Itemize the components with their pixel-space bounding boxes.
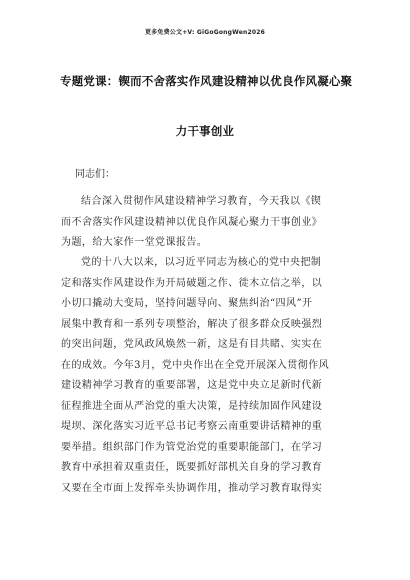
paragraph-line: 而不舍落实作风建设精神以优良作风凝心聚力干事创业》 [61,216,323,228]
paragraph-line: 为题，给大家作一堂党课报告。 [61,237,208,248]
paragraph-2 [61,253,355,499]
paragraph-line: 党的十八大以来，以习近平同志为核心的党中央把制 [81,257,322,268]
greeting: 同志们： [75,169,115,180]
document-title-line2: 力干事创业 [175,124,235,138]
paragraph-line: 结合深入贯彻作风建设精神学习教育，今天我以《锲 [81,196,322,207]
paragraph-line: 小切口撬动大变局，坚持问题导向、聚焦纠治“四风”开 [61,298,313,309]
paragraph-line: 在的成效。今年3月，党中央作出在全党开展深入贯彻作风 [61,359,330,371]
paragraph-line: 的突出问题，党风政风焕然一新，这是有目共睹、实实在 [61,339,323,350]
paragraph-line: 征程推进全面从严治党的重大决策，是持续加固作风建设 [61,400,323,412]
paragraph-line: 建设精神学习教育的重要部署，这是党中央立足新时代新 [61,380,323,391]
paragraph-line: 教育中承担着双重责任，既要抓好部机关自身的学习教育 [61,462,323,473]
paragraph-line: 要举措。组织部门作为管党治党的重要职能部门，在学习 [61,441,323,453]
paragraph-line: 定和落实作风建设作为开局破题之作、徙木立信之举，以 [61,277,323,289]
document-title-line1: 专题党课：锲而不舍落实作风建设精神以优良作风凝心聚 [60,74,353,88]
paragraph-line: 展集中教育和一系列专项整治，解决了很多群众反映强烈 [61,318,323,330]
paragraph-1 [61,192,355,254]
paragraph-line: 堤坝、深化落实习近平总书记考察云南重要讲话精神的重 [61,421,323,432]
paragraph-line: 又要在全市面上发挥牵头协调作用，推动学习教育取得实 [61,482,323,494]
header-note: 更多免费公文+V: GiGoGongWen2026 [145,29,265,36]
